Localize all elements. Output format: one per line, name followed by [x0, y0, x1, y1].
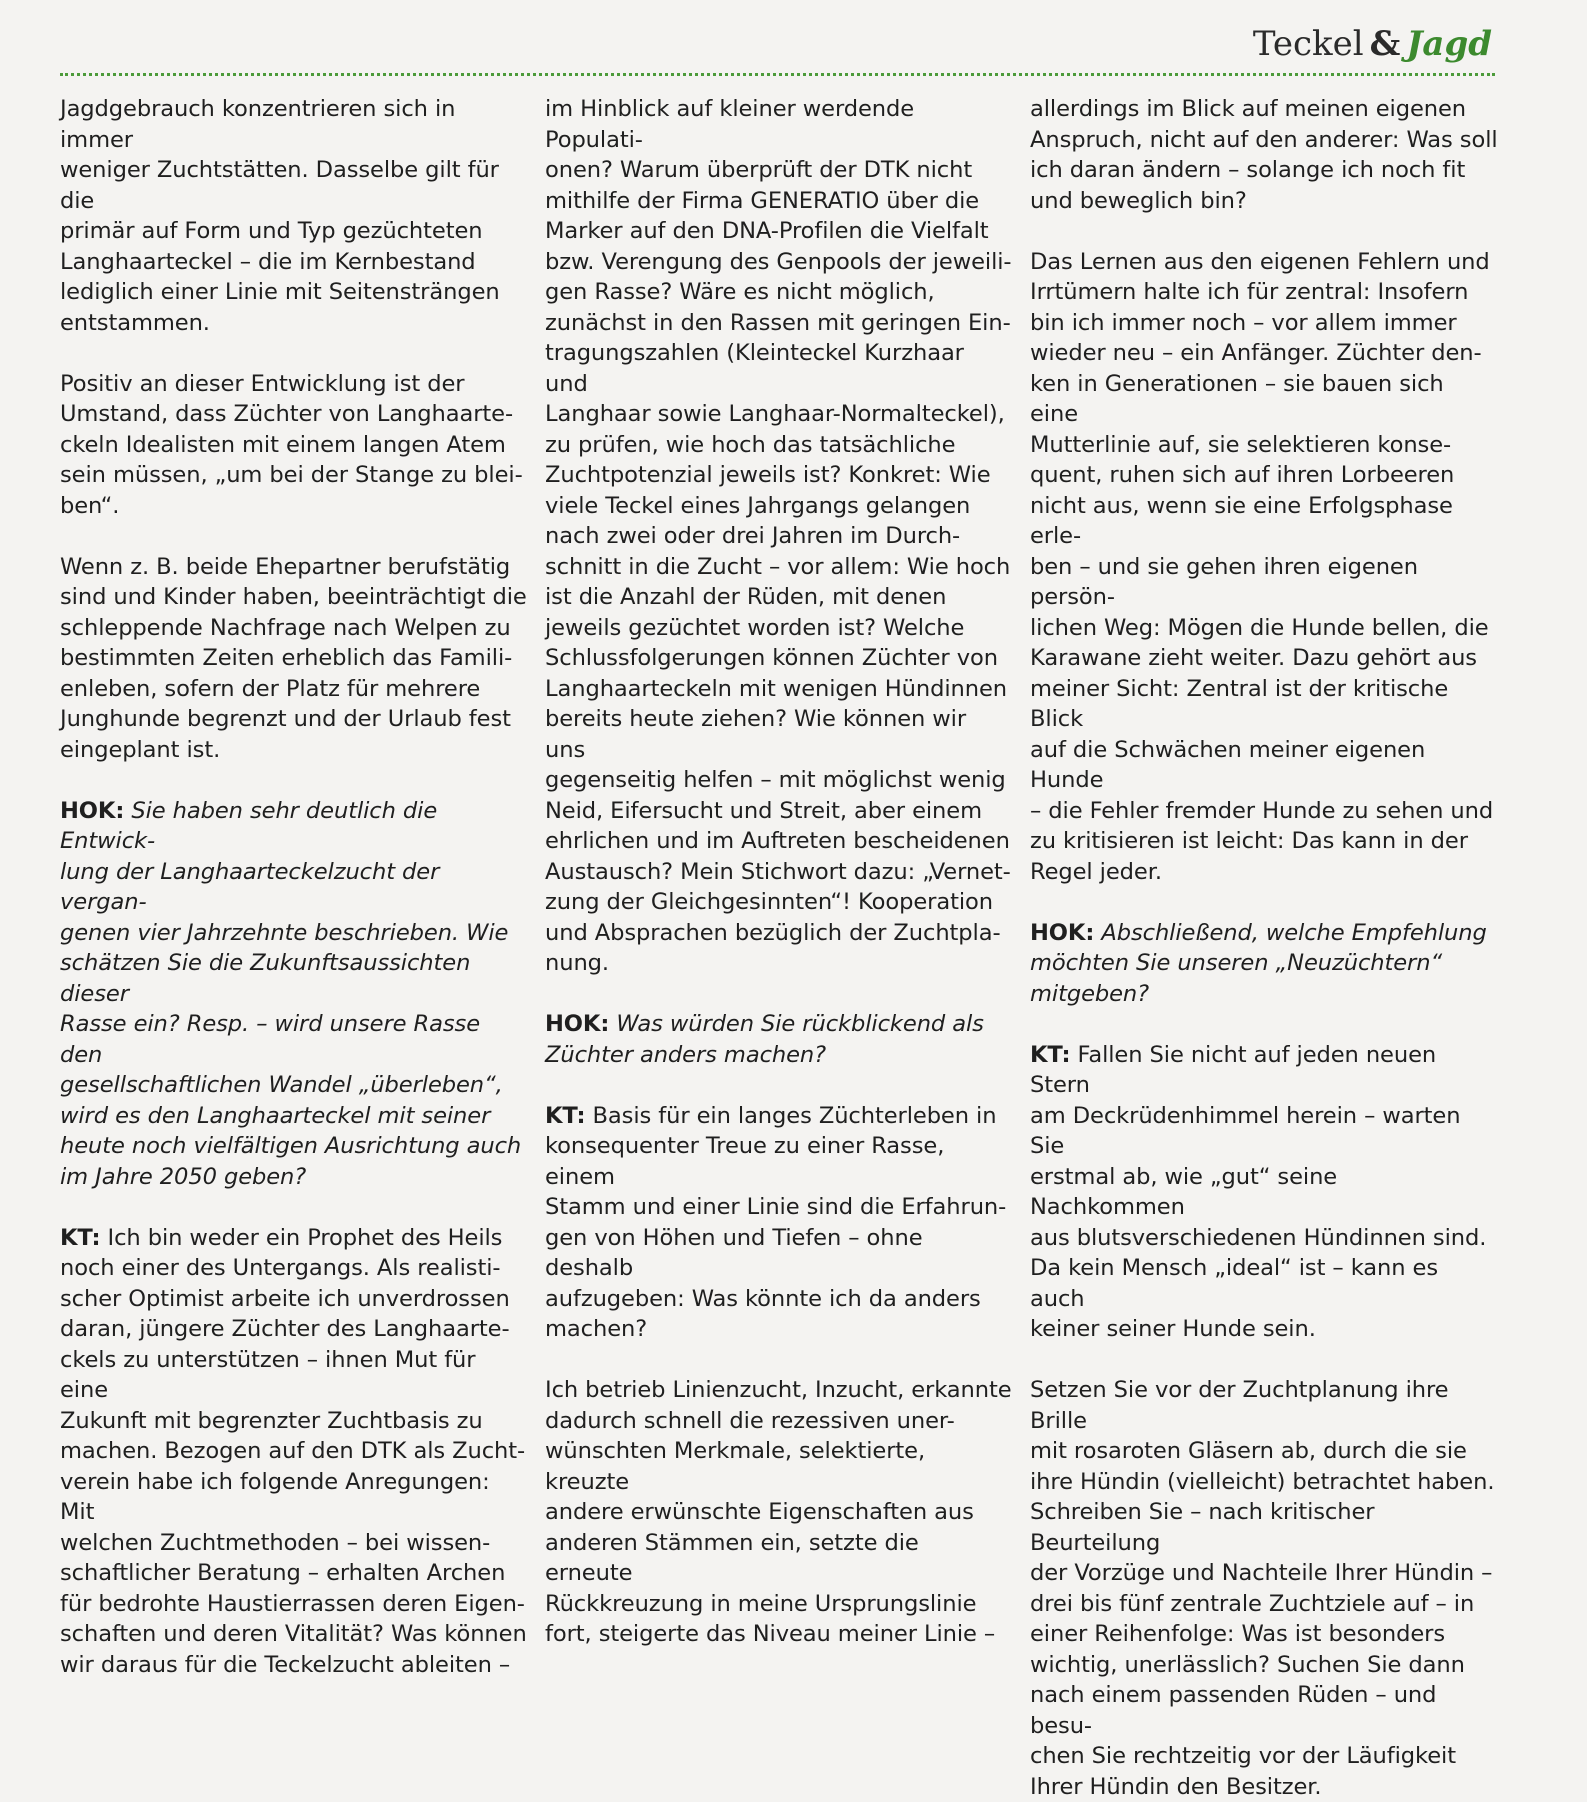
text-line: tragungszahlen (Kleinteckel Kurzhaar und: [545, 340, 964, 397]
speaker-label: KT:: [1030, 1041, 1071, 1068]
text-line: Marker auf den DNA-Profilen die Vielfalt: [545, 218, 989, 244]
interview-answer: [60, 1223, 528, 1681]
text-line: Austausch? Mein Stichwort dazu: „Vernet-: [545, 858, 1011, 885]
text-line: zu prüfen, wie hoch das tatsächliche: [545, 431, 956, 458]
text-line: nicht aus, wenn sie eine Erfolgsphase erle-: [1030, 492, 1453, 549]
text-line: mitgeben?: [1030, 980, 1150, 1007]
text-line: Was würden Sie rückblickend als: [616, 1011, 984, 1037]
body-paragraph: [545, 1375, 1013, 1650]
text-line: gesellschaftlichen Wandel „überleben“,: [60, 1072, 503, 1098]
text-line: machen?: [545, 1316, 648, 1342]
text-line: ken in Generationen – sie bauen sich eine: [1030, 370, 1444, 427]
text-line: drei bis fünf zentrale Zuchtziele auf – in: [1030, 1590, 1475, 1617]
text-line: Da kein Mensch „ideal“ ist – kann es auch: [1030, 1255, 1439, 1312]
text-line: nach zwei oder drei Jahren im Durch-: [545, 523, 961, 549]
text-line: mithilfe der Firma GENERATIO über die: [545, 187, 980, 214]
text-line: eingeplant ist.: [60, 736, 221, 763]
text-line: lediglich einer Linie mit Seitensträngen: [60, 279, 500, 305]
body-paragraph: [60, 94, 528, 338]
text-line: am Deckrüdenhimmel herein – warten Sie: [1030, 1102, 1461, 1159]
text-line: Karawane zieht weiter. Dazu gehört aus: [1030, 645, 1477, 671]
text-line: Fallen Sie nicht auf jeden neuen Stern: [1030, 1041, 1437, 1098]
text-line: ben“.: [60, 492, 120, 519]
interview-question: [545, 1009, 1013, 1070]
text-line: einer Reihenfolge: Was ist besonders: [1030, 1621, 1446, 1647]
text-line: Junghunde begrenzt und der Urlaub fest: [60, 706, 511, 732]
text-line: Schreiben Sie – nach kritischer Beurteilung: [1030, 1499, 1375, 1556]
header-jagd: Jagd: [1406, 24, 1492, 64]
text-line: und beweglich bin?: [1030, 187, 1247, 214]
interview-question: [1030, 918, 1498, 1010]
text-line: Neid, Eifersucht und Streit, aber einem: [545, 797, 982, 824]
text-line: daran, jüngere Züchter des Langhaarte-: [60, 1316, 510, 1342]
text-line: andere erwünschte Eigenschaften aus: [545, 1499, 974, 1525]
text-line: scher Optimist arbeite ich unverdrossen: [60, 1285, 510, 1312]
text-line: ihre Hündin (vielleicht) betrachtet haben.: [1030, 1468, 1495, 1495]
speaker-label: KT:: [60, 1224, 101, 1251]
interview-answer: [1030, 1040, 1498, 1345]
text-line: enleben, sofern der Platz für mehrere: [60, 675, 481, 702]
text-line: wieder neu – ein Anfänger. Züchter den-: [1030, 340, 1482, 366]
text-line: schaftlicher Beratung – erhalten Archen: [60, 1560, 506, 1586]
text-column-3: [1030, 94, 1498, 1802]
body-paragraph: [545, 94, 1013, 979]
text-line: keiner seiner Hunde sein.: [1030, 1316, 1316, 1342]
text-line: Setzen Sie vor der Zuchtplanung ihre Brille: [1030, 1377, 1449, 1434]
text-line: Umstand, dass Züchter von Langhaarte-: [60, 401, 514, 427]
text-line: gen Rasse? Wäre es nicht möglich,: [545, 279, 935, 305]
text-line: chen Sie rechtzeitig vor der Läufigkeit: [1030, 1743, 1456, 1769]
text-line: machen. Bezogen auf den DTK als Zucht-: [60, 1438, 526, 1464]
text-line: gegenseitig helfen – mit möglichst wenig: [545, 767, 1006, 793]
text-line: wichtig, unerlässlich? Suchen Sie dann: [1030, 1651, 1465, 1678]
text-line: erstmal ab, wie „gut“ seine Nachkommen: [1030, 1163, 1338, 1220]
text-line: konsequenter Treue zu einer Rasse, einem: [545, 1133, 945, 1190]
text-line: aufzugeben: Was könnte ich da anders: [545, 1285, 981, 1312]
speaker-label: HOK:: [545, 1011, 610, 1037]
text-line: lichen Weg: Mögen die Hunde bellen, die: [1030, 614, 1489, 641]
text-line: Positiv an dieser Entwicklung ist der: [60, 370, 465, 397]
text-line: Sie haben sehr deutlich die Entwick-: [60, 797, 438, 854]
text-line: Jagdgebrauch konzentrieren sich in immer: [60, 96, 456, 153]
text-line: dadurch schnell die rezessiven uner-: [545, 1407, 955, 1434]
text-line: Stamm und einer Linie sind die Erfahrun-: [545, 1194, 1007, 1220]
text-line: Wenn z. B. beide Ehepartner berufstätig: [60, 553, 511, 580]
text-line: Basis für ein langes Züchterleben in: [592, 1102, 997, 1129]
text-column-1: [60, 94, 528, 1680]
text-line: wünschten Merkmale, selektierte, kreuzte: [545, 1438, 926, 1495]
text-line: noch einer des Untergangs. Als realisti-: [60, 1255, 501, 1281]
text-line: der Vorzüge und Nachteile Ihrer Hündin –: [1030, 1560, 1493, 1586]
text-line: mit rosaroten Gläsern ab, durch die sie: [1030, 1438, 1467, 1464]
text-line: ckels zu unterstützen – ihnen Mut für eine: [60, 1346, 476, 1403]
speaker-label: HOK:: [60, 797, 125, 824]
text-line: anderen Stämmen ein, setzte die erneute: [545, 1529, 919, 1586]
text-line: im Hinblick auf kleiner werdende Populati-: [545, 96, 915, 153]
text-line: im Jahre 2050 geben?: [60, 1163, 307, 1190]
text-line: ich daran ändern – solange ich noch fit: [1030, 157, 1466, 183]
text-line: Zuchtpotenzial jeweils ist? Konkret: Wie: [545, 462, 991, 488]
text-line: Ich betrieb Linienzucht, Inzucht, erkannte: [545, 1377, 1012, 1403]
text-line: ben – und sie gehen ihren eigenen persön-: [1030, 553, 1418, 610]
interview-answer: [545, 1101, 1013, 1345]
text-line: Ich bin weder ein Prophet des Heils: [107, 1224, 503, 1251]
text-line: und Absprachen bezüglich der Zuchtpla-: [545, 919, 1001, 946]
text-line: nung.: [545, 950, 609, 976]
text-line: Langhaar sowie Langhaar-Normalteckel),: [545, 401, 1005, 427]
body-paragraph: [1030, 94, 1498, 216]
text-line: schnitt in die Zucht – vor allem: Wie hoch: [545, 553, 1011, 580]
text-line: bzw. Verengung des Genpools der jeweili-: [545, 248, 1012, 275]
text-line: entstammen.: [60, 309, 210, 336]
text-line: sind und Kinder haben, beeinträchtigt die: [60, 584, 527, 610]
text-line: jeweils gezüchtet worden ist? Welche: [545, 614, 965, 641]
text-line: Rückkreuzung in meine Ursprungslinie: [545, 1590, 977, 1617]
text-line: verein habe ich folgende Anregungen: Mit: [60, 1468, 490, 1525]
text-line: ckeln Idealisten mit einem langen Atem: [60, 431, 506, 458]
text-line: schleppende Nachfrage nach Welpen zu: [60, 614, 511, 641]
text-line: Anspruch, nicht auf den anderer: Was soll: [1030, 126, 1498, 153]
body-paragraph: [1030, 247, 1498, 888]
text-line: bestimmten Zeiten erheblich das Famili-: [60, 645, 513, 671]
speaker-label: HOK:: [1030, 919, 1095, 946]
text-line: Ihrer Hündin den Besitzer.: [1030, 1773, 1322, 1800]
text-line: primär auf Form und Typ gezüchteten: [60, 218, 483, 244]
section-header: [1253, 22, 1492, 66]
text-line: lung der Langhaarteckelzucht der vergan-: [60, 858, 440, 915]
text-line: wir daraus für die Teckelzucht ableiten –: [60, 1651, 511, 1678]
text-line: wird es den Langhaarteckel mit seiner: [60, 1102, 491, 1129]
text-line: Züchter anders machen?: [545, 1041, 827, 1068]
text-line: bin ich immer noch – vor allem immer: [1030, 309, 1457, 336]
text-line: viele Teckel eines Jahrgangs gelangen: [545, 492, 971, 519]
text-line: Schlussfolgerungen können Züchter von: [545, 645, 998, 671]
text-line: onen? Warum überprüft der DTK nicht: [545, 157, 973, 183]
text-line: auf die Schwächen meiner eigenen Hunde: [1030, 736, 1426, 793]
text-line: allerdings im Blick auf meinen eigenen: [1030, 96, 1467, 122]
text-column-2: [545, 94, 1013, 1650]
text-line: Zukunft mit begrenzter Zuchtbasis zu: [60, 1407, 483, 1434]
text-line: ehrlichen und im Auftreten bescheidenen: [545, 828, 1010, 854]
text-line: Mutterlinie auf, sie selektieren konse-: [1030, 431, 1452, 458]
text-line: welchen Zuchtmethoden – bei wissen-: [60, 1529, 491, 1556]
text-line: Irrtümern halte ich für zentral: Insofern: [1030, 279, 1469, 305]
text-line: Das Lernen aus den eigenen Fehlern und: [1030, 248, 1490, 275]
text-line: – die Fehler fremder Hunde zu sehen und: [1030, 797, 1494, 824]
text-line: nach einem passenden Rüden – und besu-: [1030, 1682, 1437, 1739]
text-line: schätzen Sie die Zukunftsaussichten dieser: [60, 950, 471, 1007]
text-line: gen von Höhen und Tiefen – ohne deshalb: [545, 1224, 923, 1281]
text-line: meiner Sicht: Zentral ist der kritische Blick: [1030, 675, 1449, 732]
text-line: heute noch vielfältigen Ausrichtung auch: [60, 1133, 522, 1159]
text-line: ist die Anzahl der Rüden, mit denen: [545, 584, 947, 610]
text-line: Rasse ein? Resp. – wird unsere Rasse den: [60, 1011, 481, 1068]
speaker-label: KT:: [545, 1102, 586, 1129]
text-line: zunächst in den Rassen mit geringen Ein-: [545, 309, 1011, 336]
text-line: quent, ruhen sich auf ihren Lorbeeren: [1030, 462, 1455, 488]
text-line: Langhaarteckel – die im Kernbestand: [60, 248, 476, 275]
text-line: bereits heute ziehen? Wie können wir uns: [545, 706, 967, 763]
text-line: sein müssen, „um bei der Stange zu blei-: [60, 462, 523, 488]
text-line: zu kritisieren ist leicht: Das kann in der: [1030, 828, 1468, 854]
header-teckel: Teckel: [1252, 24, 1364, 64]
text-line: zung der Gleichgesinnten“! Kooperation: [545, 889, 993, 915]
body-paragraph: [1030, 1375, 1498, 1802]
text-line: Abschließend, welche Empfehlung: [1101, 919, 1487, 946]
dotted-rule: [60, 73, 1495, 76]
text-line: für bedrohte Haustierrassen deren Eigen-: [60, 1590, 525, 1617]
body-paragraph: [60, 552, 528, 766]
text-line: aus blutsverschiedenen Hündinnen sind.: [1030, 1224, 1487, 1251]
text-line: fort, steigerte das Niveau meiner Linie –: [545, 1621, 996, 1647]
header-ampersand: &: [1369, 24, 1401, 64]
text-line: weniger Zuchtstätten. Dasselbe gilt für die: [60, 157, 499, 214]
text-line: schaften und deren Vitalität? Was können: [60, 1621, 527, 1647]
body-paragraph: [60, 369, 528, 522]
text-line: Langhaarteckeln mit wenigen Hündinnen: [545, 675, 1007, 702]
text-line: genen vier Jahrzehnte beschrieben. Wie: [60, 919, 509, 946]
text-line: möchten Sie unseren „Neuzüchtern“: [1030, 950, 1443, 976]
text-line: Regel jeder.: [1030, 858, 1162, 885]
interview-question: [60, 796, 528, 1193]
